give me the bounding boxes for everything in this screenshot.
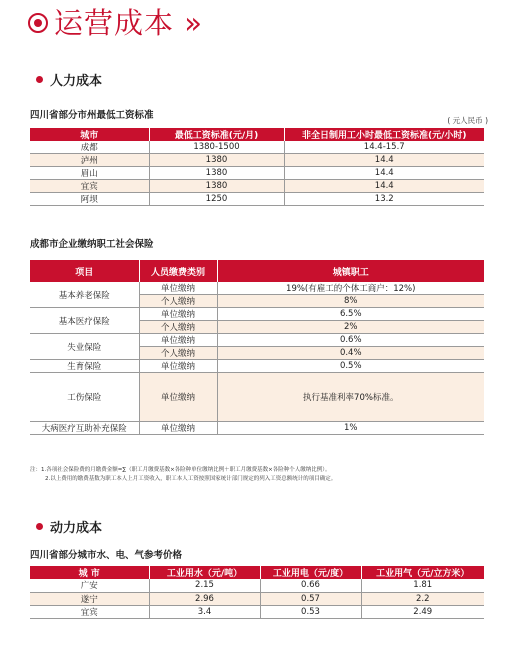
col-header: 工业用气（元/立方米）	[361, 566, 484, 579]
table-cell: 1250	[149, 193, 284, 206]
table-row	[30, 360, 484, 373]
col-header: 人员缴费类别	[139, 260, 217, 282]
bullet-icon	[36, 523, 43, 530]
table-row	[30, 282, 484, 295]
table-cell: 13.2	[284, 193, 484, 206]
table-cell: 个人缴纳	[139, 295, 217, 308]
table-cell: 19%(有雇工的个体工商户：12%)	[217, 282, 484, 295]
table-cell: 单位缴纳	[139, 308, 217, 321]
table-cell: 1.81	[361, 579, 484, 592]
table-cell: 0.57	[260, 592, 361, 605]
footnote-2: 2.以上费用的缴费基数为职工本人上月工资收入，职工本人工资按照国家统计部门规定的列入工资总额统计的项目确定。	[45, 476, 337, 482]
col-header: 项目	[30, 260, 139, 282]
table-header-row	[30, 260, 484, 282]
table-cell: 个人缴纳	[139, 347, 217, 360]
table-cell: 1380	[149, 167, 284, 180]
section-labor-cost	[36, 70, 102, 89]
utility-table-title: 四川省部分城市水、电、气参考价格	[30, 550, 183, 561]
footnotes	[30, 466, 490, 484]
table-row	[30, 422, 484, 435]
table-cell: 广安	[30, 579, 149, 592]
table-cell: 14.4	[284, 154, 484, 167]
col-header: 城 市	[30, 566, 149, 579]
insurance-table	[30, 260, 484, 435]
section-power-cost	[36, 517, 102, 536]
table-cell: 0.4%	[217, 347, 484, 360]
table-row	[30, 193, 484, 206]
table-cell: 执行基准利率70%标准。	[217, 373, 484, 422]
insurance-name: 基本医疗保险	[30, 308, 139, 334]
insurance-name: 生育保险	[30, 360, 139, 373]
footnote-1: 注：1.各项社会保险费的月缴费金额=∑（职工月缴费基数×各险种单位缴纳比例＋职工月缴费基数×各险种个人缴纳比例）。	[30, 467, 331, 473]
section-title: 动力成本	[50, 521, 103, 536]
table-cell: 2.49	[361, 605, 484, 618]
page-header	[28, 6, 203, 40]
table-cell: 0.53	[260, 605, 361, 618]
table-cell: 阿坝	[30, 193, 149, 206]
col-header: 最低工资标准(元/月)	[149, 128, 284, 141]
table-cell: 0.5%	[217, 360, 484, 373]
table-cell: 8%	[217, 295, 484, 308]
wage-unit-note: ( 元人民币 )	[447, 116, 488, 125]
table-cell: 2.96	[149, 592, 260, 605]
table-cell: 单位缴纳	[139, 282, 217, 295]
insurance-name: 失业保险	[30, 334, 139, 360]
table-cell: 0.6%	[217, 334, 484, 347]
col-header: 城市	[30, 128, 149, 141]
table-cell: 3.4	[149, 605, 260, 618]
table-cell: 1%	[217, 422, 484, 435]
wage-table	[30, 128, 484, 206]
table-cell: 1380-1500	[149, 141, 284, 154]
circle-bullet-icon	[28, 13, 48, 33]
table-cell: 单位缴纳	[139, 334, 217, 347]
table-header-row	[30, 128, 484, 141]
table-cell: 2%	[217, 321, 484, 334]
table-cell: 2.2	[361, 592, 484, 605]
insurance-name: 基本养老保险	[30, 282, 139, 308]
bullet-icon	[36, 76, 43, 83]
table-cell: 个人缴纳	[139, 321, 217, 334]
table-cell: 6.5%	[217, 308, 484, 321]
table-cell: 遂宁	[30, 592, 149, 605]
table-cell: 单位缴纳	[139, 422, 217, 435]
table-cell: 14.4	[284, 180, 484, 193]
table-row	[30, 141, 484, 154]
table-cell: 单位缴纳	[139, 360, 217, 373]
col-header: 非全日制用工小时最低工资标准(元/小时)	[284, 128, 484, 141]
table-cell: 成都	[30, 141, 149, 154]
col-header: 工业用电（元/度）	[260, 566, 361, 579]
table-cell: 宜宾	[30, 605, 149, 618]
section-title: 人力成本	[50, 74, 103, 89]
table-header-row	[30, 566, 484, 579]
insurance-table-title: 成都市企业缴纳职工社会保险	[30, 239, 154, 250]
table-cell: 0.66	[260, 579, 361, 592]
table-row	[30, 605, 484, 618]
col-header: 城镇职工	[217, 260, 484, 282]
table-cell: 宜宾	[30, 180, 149, 193]
table-cell: 眉山	[30, 167, 149, 180]
table-row	[30, 592, 484, 605]
table-cell: 单位缴纳	[139, 373, 217, 422]
insurance-name: 大病医疗互助补充保险	[30, 422, 139, 435]
table-row	[30, 167, 484, 180]
wage-table-title: 四川省部分市州最低工资标准	[30, 110, 154, 121]
table-row	[30, 373, 484, 422]
table-row	[30, 154, 484, 167]
table-cell: 泸州	[30, 154, 149, 167]
utility-table	[30, 566, 484, 619]
page-title: 运营成本 »	[54, 6, 203, 40]
insurance-name: 工伤保险	[30, 373, 139, 422]
table-cell: 2.15	[149, 579, 260, 592]
table-cell: 1380	[149, 154, 284, 167]
table-row	[30, 308, 484, 321]
table-cell: 14.4	[284, 167, 484, 180]
table-row	[30, 334, 484, 347]
table-cell: 14.4-15.7	[284, 141, 484, 154]
table-row	[30, 180, 484, 193]
table-row	[30, 579, 484, 592]
col-header: 工业用水（元/吨）	[149, 566, 260, 579]
table-cell: 1380	[149, 180, 284, 193]
